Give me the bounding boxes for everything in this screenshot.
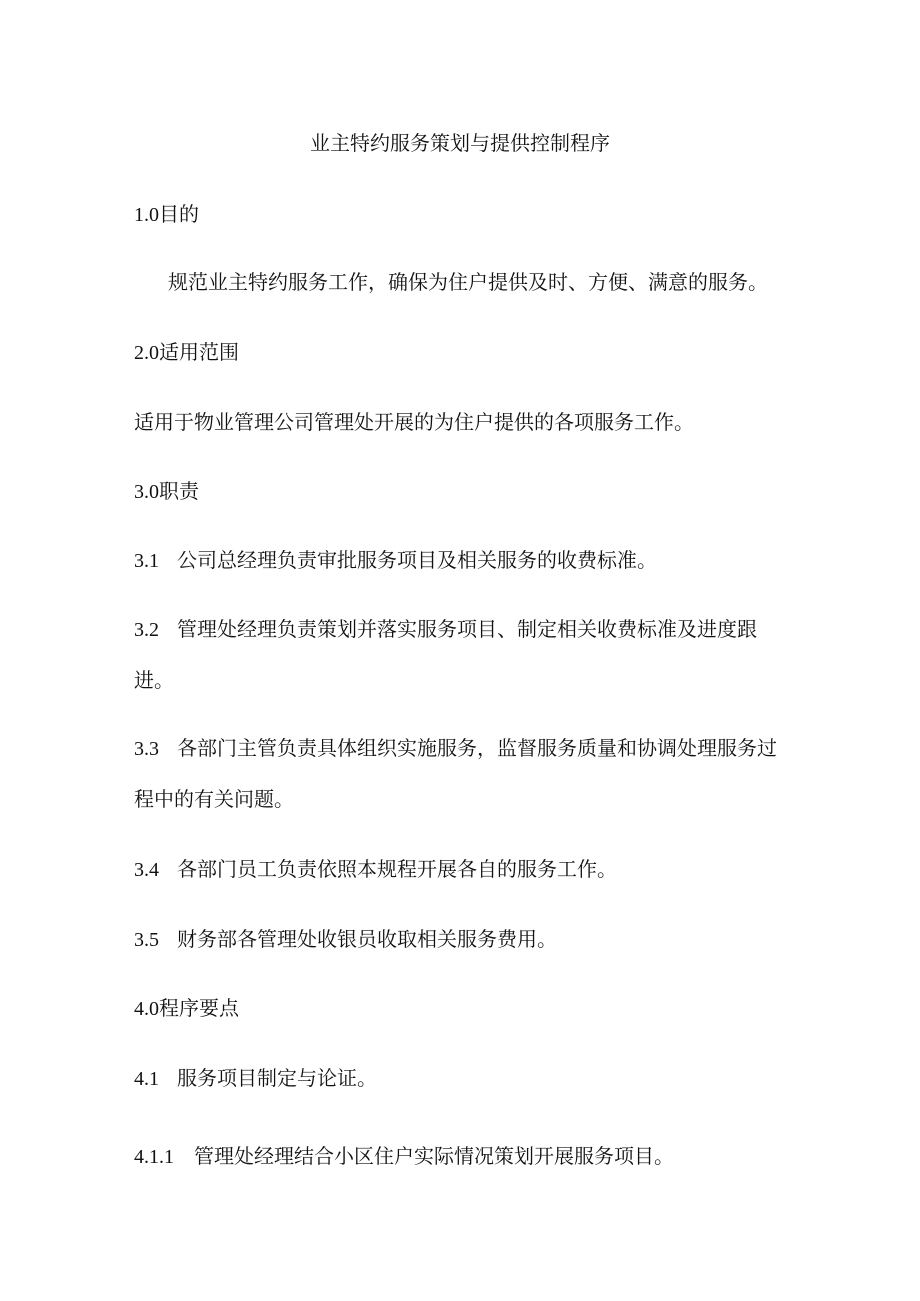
section-2-body: 适用于物业管理公司管理处开展的为住户提供的各项服务工作。 [134,410,694,434]
section-heading-text: 目的 [159,202,199,226]
clause-4-1-1 [134,1142,674,1171]
section-number: 1.0 [134,204,159,226]
clause-3-3-continuation: 程中的有关问题。 [134,787,294,811]
clause-3-1 [134,546,657,575]
clause-3-3 [134,734,777,763]
section-1-heading [134,200,199,229]
clause-3-5 [134,925,557,954]
clause-3-2-continuation: 进。 [134,668,174,692]
clause-number: 4.1.1 [134,1146,174,1168]
clause-number: 3.1 [134,550,159,572]
clause-number: 3.3 [134,738,159,760]
clause-4-1 [134,1064,377,1093]
section-number: 3.0 [134,481,159,503]
clause-text: 各部门主管负责具体组织实施服务，监督服务质量和协调处理服务过 [177,736,777,760]
clause-number: 3.5 [134,929,159,951]
section-number: 2.0 [134,342,159,364]
clause-text: 财务部各管理处收银员收取相关服务费用。 [177,927,557,951]
section-heading-text: 职责 [159,479,199,503]
clause-number: 3.2 [134,619,159,641]
clause-3-2 [134,615,757,644]
clause-text: 公司总经理负责审批服务项目及相关服务的收费标准。 [177,548,657,572]
section-number: 4.0 [134,998,159,1020]
clause-number: 3.4 [134,859,159,881]
section-heading-text: 程序要点 [159,996,239,1020]
clause-3-4 [134,855,617,884]
document-title: 业主特约服务策划与提供控制程序 [310,131,610,155]
section-3-heading [134,477,199,506]
section-2-heading [134,338,239,367]
clause-number: 4.1 [134,1068,159,1090]
section-heading-text: 适用范围 [159,340,239,364]
section-4-heading [134,994,239,1023]
section-1-body: 规范业主特约服务工作，确保为住户提供及时、方便、满意的服务。 [168,270,768,294]
clause-text: 管理处经理结合小区住户实际情况策划开展服务项目。 [194,1144,674,1168]
clause-text: 各部门员工负责依照本规程开展各自的服务工作。 [177,857,617,881]
clause-text: 管理处经理负责策划并落实服务项目、制定相关收费标准及进度跟 [177,617,757,641]
clause-text: 服务项目制定与论证。 [177,1066,377,1090]
